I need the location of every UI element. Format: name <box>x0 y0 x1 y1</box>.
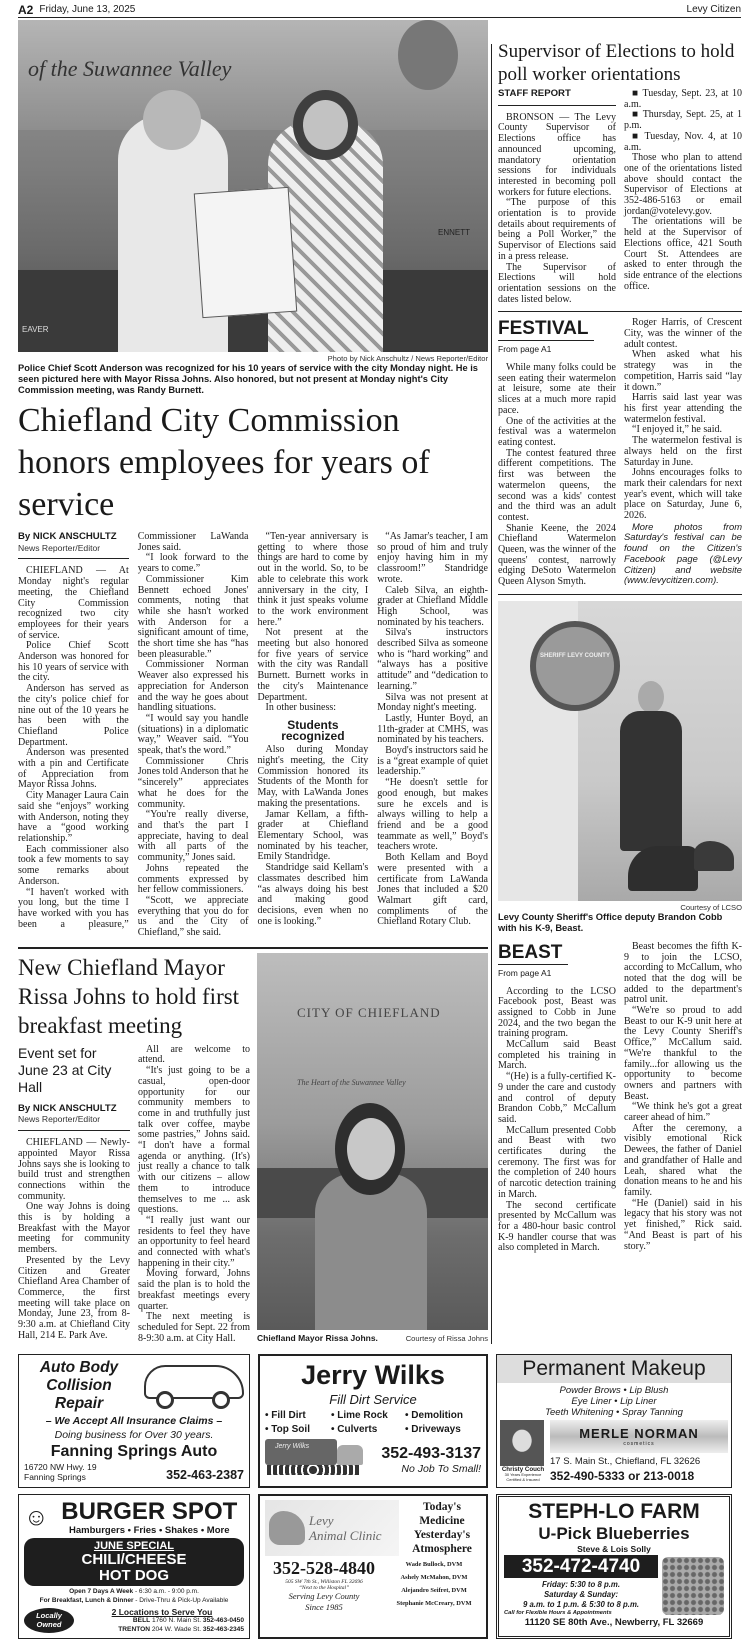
paragraph: Standridge said Kellam's classmates described him “as always doing his best and making good decisions, even when no one is looking.” <box>257 862 369 927</box>
author: By NICK ANSCHULTZ <box>18 531 117 542</box>
top-photo <box>18 20 488 352</box>
paragraph: “Scott, we appreciate everything that you do for us and the City of Chiefland,” she said. <box>137 894 249 939</box>
paragraph: Commissioner Norman Weaver also expressed his appreciation for Anderson and the way he goes about handling situations. <box>137 659 249 714</box>
mayor-photo <box>257 953 488 1331</box>
paragraph: “He (Daniel) said in his legacy that his story was not yet finished,” Rick said. “And Beast is part of his story.” <box>624 1197 742 1252</box>
article-headline: New Chiefland Mayor Rissa Johns to hold first breakfast meeting <box>18 954 240 1038</box>
doctor-list: Wade Bullock, DVM Ashely McMahon, DVM Alejandro Seifret, DVM Stephanie McCreary, DVM <box>396 1561 472 1607</box>
paragraph: Johns encourages folks to mark their calendars for next year's event, which will take place on Saturday, June 6, 2026. <box>624 467 742 522</box>
page-number: A2 <box>18 2 34 17</box>
paragraph: While many folks could be seen eating their watermelon at leisure, some ate their slices at a much more rapid pace. <box>498 362 616 416</box>
photo-caption: Police Chief Scott Anderson was recognized for his 10 years of service with the city Monday night. He is seen pictured here with Mayor Rissa Johns. Also honored, but not present at Monday night's City Commission meeting, was Randy Burnett. <box>18 363 478 395</box>
ad-years: Doing business for Over 30 years. <box>54 1429 214 1442</box>
ad-levy-animal-clinic[interactable] <box>258 1494 488 1639</box>
car-illustration <box>144 1359 244 1413</box>
page-header <box>18 2 741 18</box>
paragraph: Also during Monday night's meeting, the City Commission honored its Students of the Month for May, with LaWanda Jones making the presentations. <box>257 744 369 809</box>
article-body <box>498 942 742 1254</box>
clinic-logo: Levy Animal Clinic <box>265 1500 399 1556</box>
bullet-icon: ■ <box>632 109 643 121</box>
ad-permanent-makeup[interactable] <box>496 1354 732 1488</box>
paragraph: Roger Harris, of Crescent City, was the winner of the adult contest. <box>624 317 742 350</box>
paragraph: Johns repeated the comments expressed by her fellow commissioners. <box>137 862 249 896</box>
paragraph: “I would say you handle (situations) in a diplomatic way,” Weaver said. “You speak, that's the word.” <box>137 712 249 757</box>
ad-owners: Steve & Lois Solly <box>577 1544 651 1554</box>
ad-hours: Open 7 Days A Week - 6:30 a.m. - 9:00 p.m. For Breakfast, Lunch & Dinner - Drive-Thru & Pick-Up Available <box>39 1588 229 1604</box>
paragraph: City Manager Laura Cain said she “enjoys” working with Anderson, noting they have a “good working relationship.” <box>18 790 129 844</box>
byline <box>18 1104 130 1131</box>
paragraph: Lastly, Hunter Boyd, an 11th-grader at CMHS, was nominated by his teachers. <box>377 712 488 746</box>
paragraph: Anderson has served as the city's police chief for nine out of the 10 years he has been with the Chiefland Police Department. <box>18 683 129 748</box>
paragraph: Commissioner Kim Bennett echoed Jones' comments, noting that while she hasn't worked with Anderson for a significant amount of time, the short time she has “has been pleasurable.” <box>137 573 249 660</box>
divider <box>18 947 488 949</box>
nameplate: ENNETT <box>438 228 470 237</box>
ad-address: 11120 SE 80th Ave., Newberry, FL 32669 <box>524 1617 704 1628</box>
article-body <box>18 532 488 939</box>
bullet-icon: ■ <box>632 88 643 99</box>
ad-address: 16720 NW Hwy. 19 Fanning Springs <box>24 1462 97 1482</box>
article-body <box>498 89 742 305</box>
paragraph: Moving forward, Johns said the plan is to hold the breakfast meetings every quarter. <box>138 1268 250 1312</box>
paragraph: All are welcome to attend. <box>138 1043 250 1066</box>
paragraph: Silva was not present at Monday night's meeting. <box>377 691 488 714</box>
bullet-item <box>624 132 742 153</box>
paragraph: “Ten-year anniversary is getting to where those things are hard to come by out in the world. So, to be able to celebrate this work anniversary in the city, I think it just speaks volume to the work environment here.” <box>257 531 369 628</box>
sun-icon: ☺ <box>24 1503 49 1531</box>
ad-address: 17 S. Main St., Chiefland, FL 32626 <box>550 1455 701 1467</box>
locally-owned-badge: Locally Owned <box>24 1608 74 1633</box>
byline <box>18 532 129 559</box>
ad-phone: 352-493-3137 <box>381 1445 481 1463</box>
special-banner: JUNE SPECIAL CHILI/CHEESE HOT DOG <box>24 1538 244 1586</box>
paragraph: “We think he's got a great career ahead of him.” <box>624 1101 742 1124</box>
ad-business-name: BURGER SPOT <box>61 1498 238 1525</box>
ad-phone: 352-528-4840 <box>273 1558 375 1578</box>
christy-couch-photo <box>500 1420 544 1466</box>
paragraph: Not present at the meeting but also honored for five years of service with the city was Randall Burnett. Burnett works in the city's Maintenance Department. <box>257 627 369 703</box>
divider <box>498 311 742 312</box>
paragraph: The Supervisor of Elections will hold orientation sessions on the dates listed below. <box>498 261 616 305</box>
paragraph: “We're so proud to add Beast to our K-9 unit here at the Levy County Sheriff's Office,” McCallum said. “We're thankful to the family...for allowing us the opportunity to become owners and partners with Beast. <box>624 1005 742 1102</box>
paragraph: Both Kellam and Boyd were presented with a certificate from LaWanda Jones that included a $20 Walmart gift card, compliments of the Chiefland Rotary Club. <box>377 852 488 928</box>
person-credentials: 30 Years Experience Certified & Insured <box>504 1472 542 1483</box>
ad-jerry-wilks[interactable] <box>258 1354 488 1488</box>
byline <box>498 89 616 106</box>
k9-photo <box>498 601 742 901</box>
paragraph: Silva's instructors described Silva as someone who is “hard working” and “always has a positive attitude” and “dedication to learning.” <box>377 627 488 692</box>
photo-credit: Courtesy of LCSO <box>680 902 742 912</box>
bullet-text: Tuesday, Sept. 23, at 10 a.m. <box>624 88 743 110</box>
paragraph-list <box>498 942 742 1254</box>
paragraph: Jamar Kellam, a fifth-grader at Chiefland Elementary School, was nominated by his teacher, Emily Standridge. <box>257 808 369 863</box>
ad-business-name: Jerry Wilks <box>301 1360 445 1391</box>
ad-service: Fill Dirt Service <box>329 1392 417 1408</box>
paragraph: “It's just going to be a casual, open-door opportunity for our community members to come in and truthfully just talk over coffee, maybe some pastries,” Johns said. “I don't have a formal agenda or anything. (It's) just really a chance to talk with our citizens – allow them to introduce themselves to me ... ask questions. <box>138 1065 250 1216</box>
article-body <box>18 1045 250 1345</box>
italic-note: More photos from Saturday's festival can be found on the Citizen's Facebook page (@Levy Citizen) and website (www.levycitizen.com). <box>624 520 742 586</box>
paragraph: Boyd's instructors said he is a “great example of quiet leadership.” <box>377 745 488 778</box>
paragraph: “I really just want our residents to feel they have an opportunity to feel heard and connected with what's happening in their city.” <box>138 1214 250 1269</box>
paragraph: Those who plan to attend one of the orientations listed above should contact the Supervisor of Elections at 352-486-5163 or email jordan@votelevy.gov. <box>624 152 742 217</box>
paragraph: “He doesn't settle for good enough, but makes sure he excels and is always willing to help a friend and be a good teammate as well,” Boyd's teachers wrote. <box>377 777 488 853</box>
page-columns <box>18 20 742 1344</box>
ad-phone: 352-472-4740 <box>504 1555 658 1578</box>
jump-line: From page A1 <box>498 344 552 355</box>
paragraph: Shanie Keene, the 2024 Chiefland Watermelon Queen, was the winner of the queens' contest, narrowly edging DeSoto Watermelon Queen Alyson Smyth. <box>498 522 616 588</box>
bullet-text: Tuesday, Nov. 4, at 10 a.m. <box>624 130 742 153</box>
ad-title: Permanent Makeup <box>497 1355 731 1383</box>
ad-serving: Serving Levy County Since 1985 <box>288 1591 360 1612</box>
author: By NICK ANSCHULTZ <box>18 1102 117 1114</box>
paragraph: CHIEFLAND — At Monday night's regular meeting, the Chiefland City Commission recognized two city employees for their years of service. <box>18 565 129 641</box>
dump-truck-illustration: Jerry Wilks <box>265 1439 365 1475</box>
wall-sign-text: CITY OF CHIEFLAND <box>297 1004 441 1020</box>
left-column <box>18 20 488 1344</box>
paragraph: The second certificate presented by McCallum was for a 480-hour basic control K-9 handler course that was also completed in March. <box>498 1199 616 1254</box>
paragraph: The next meeting is scheduled for Sept. 22 from 8-9:30 a.m. at City Hall. <box>138 1311 250 1344</box>
paragraph: “You're really diverse, and that's the part I appreciate, having to deal with all parts of the community,” Jones said. <box>137 809 249 864</box>
ad-hours: Friday: 5:30 to 8 p.m. Saturday & Sunday: 9 a.m. to 1 p.m. & 5:30 to 8 p.m. <box>522 1580 640 1609</box>
ad-tagline: No Job To Small! <box>401 1463 481 1476</box>
article-headline: Chiefland City Commission honors employees for years of service <box>18 402 430 523</box>
issue-date: Friday, June 13, 2025 <box>39 4 136 15</box>
paragraph: “(He) is a fully-certified K-9 under the care and custody and control of deputy Brandon Cobb,” McCallum said. <box>498 1071 616 1125</box>
ad-title: Auto Body Collision Repair <box>39 1359 119 1413</box>
ad-business-name: Fanning Springs Auto <box>50 1443 218 1461</box>
wall-mural-text: of the Suwannee Valley <box>28 56 232 81</box>
right-column <box>498 20 742 1344</box>
paragraph: “I enjoyed it,” he said. <box>632 424 722 436</box>
ad-menu: Hamburgers • Fries • Shakes • More <box>69 1525 230 1536</box>
paragraph: “As Jamar's teacher, I am so proud of him and truly enjoy having him in my classroom!” Standridge wrote. <box>377 531 488 585</box>
ad-call-note: Call for Flexible Hours & Appointments <box>504 1610 612 1616</box>
article-headline: Supervisor of Elections to hold poll worker orientations <box>498 41 735 85</box>
ad-service-list: • Fill Dirt • Lime Rock • Demolition • Top Soil • Culverts • Driveways <box>265 1410 463 1436</box>
photo-caption: Chiefland Mayor Rissa Johns. <box>257 1333 378 1344</box>
ad-business-name: STEPH-LO FARM <box>528 1500 700 1523</box>
article-deck: Event set for June 23 at City Hall <box>18 1044 112 1095</box>
publication-name: Levy Citizen <box>686 4 741 15</box>
paragraph: Beast becomes the fifth K-9 to join the LCSO, according to McCallum, who noted that the dog will be added to the department's patrol unit. <box>624 940 742 1006</box>
paragraph: BRONSON — The Levy County Supervisor of Elections office has announced upcoming, mandatory orientation sessions for individuals interested in becoming poll workers for future elections. <box>498 111 616 198</box>
column-divider <box>491 44 492 1344</box>
paragraph: CHIEFLAND — Newly-appointed Mayor Rissa Johns says she is looking to build trust and strengthen connections within the community. <box>18 1137 130 1202</box>
paragraph: According to the LCSO Facebook post, Beast was assigned to Cobb in June 2024, and the two began the training program. <box>498 985 616 1040</box>
person-name: Christy Couch <box>501 1466 545 1474</box>
photo-caption: Levy County Sheriff's Office deputy Brandon Cobb with his K-9, Beast. <box>498 911 723 933</box>
wall-sign-subtext: The Heart of the Suwannee Valley <box>297 1077 406 1087</box>
article-body <box>498 318 742 587</box>
paragraph: Police Chief Scott Anderson was honored for his 10 years of service with the city. <box>18 640 129 684</box>
author: STAFF REPORT <box>498 88 571 99</box>
sheriff-badge-text: SHERIFF LEVY COUNTY <box>540 652 610 659</box>
author-role: News Reporter/Editor <box>18 542 101 553</box>
paragraph: Each commissioner also took a few moments to say some remarks about Anderson. <box>18 843 129 887</box>
photo-credit: Courtesy of Rissa Johns <box>405 1334 488 1344</box>
bullet-text: Thursday, Sept. 25, at 1 p.m. <box>624 109 742 132</box>
paragraph: “I look forward to the years to come.” <box>137 552 249 575</box>
jump-line: From page A1 <box>498 967 552 978</box>
paragraph: In other business: <box>265 702 337 714</box>
bullet-item <box>624 110 742 131</box>
ad-burger-spot[interactable] <box>18 1494 250 1639</box>
paragraph: “I haven't worked with you long, but the time I have worked with you has been a pleasure,” Commissioner LaWanda Jones said. <box>18 531 249 930</box>
subheading: Students recognized <box>281 717 345 743</box>
nameplate: EAVER <box>22 325 49 334</box>
paragraph: Presented by the Levy Citizen and Greater Chiefland Area Chamber of Commerce, the first meeting will take place on Monday, June 23, from 8-9:30 a.m. at Chiefland City Hall, 214 E. Park Ave. <box>18 1254 130 1341</box>
ad-subtitle: U-Pick Blueberries <box>538 1524 690 1543</box>
blueberries-illustration <box>662 1557 724 1615</box>
paragraph: The watermelon festival is always held on the first Saturday in June. <box>624 435 742 468</box>
paragraph: McCallum said Beast completed his training in March. <box>498 1039 616 1072</box>
ad-note: “Next to the Hospital” <box>298 1585 350 1591</box>
paragraph: The contest featured three different competitions. The first was between the watermelon queens, the second was a kids' contest and the third was an adult contest. <box>498 447 616 523</box>
author-role: News Reporter/Editor <box>18 1114 101 1125</box>
paragraph-list <box>498 318 742 587</box>
paragraph-list <box>498 89 742 305</box>
clinic-slogan: Today's Medicine Yesterday's Atmosphere <box>412 1501 472 1555</box>
paragraph: Commissioner Chris Jones told Anderson that he “sincerely” appreciates what he does for the community. <box>137 755 249 810</box>
paragraph: McCallum presented Cobb and Beast with two certificates during the ceremony. The first was for the completion of 240 hours of narcotic detection training in March. <box>498 1124 616 1200</box>
photo-credit: Photo by Nick Anschultz / News Reporter/Editor <box>327 354 488 363</box>
ad-claims: – We Accept All Insurance Claims – <box>45 1415 223 1428</box>
bullet-icon: ■ <box>632 130 645 142</box>
paragraph: One way Johns is doing this is by holding a Breakfast with the Mayor meeting for community members. <box>18 1201 130 1256</box>
divider <box>498 594 742 595</box>
paragraph: “The purpose of this orientation is to provide details about requirements of being a Poll Worker,” the Supervisor of Elections said in a press release. <box>498 197 616 262</box>
paragraph: Anderson was presented with a pin and Certificate of Appreciation from Mayor Rissa Johns. <box>18 747 129 791</box>
bullet-item <box>624 89 742 110</box>
paragraph: When asked what his strategy was in the competition, Harris said “lay it down.” <box>624 349 742 393</box>
paragraph-list <box>18 532 488 939</box>
ad-steph-lo-farm[interactable] <box>496 1494 732 1639</box>
brand-logo: MERLE NORMAN cosmetics <box>550 1420 728 1453</box>
mayor-section <box>18 953 488 1345</box>
paragraph: One of the activities at the festival was a watermelon eating contest. <box>498 415 616 448</box>
ad-auto-body[interactable] <box>18 1354 250 1488</box>
paragraph: The orientations will be held at the Supervisor of Elections office, 421 South Court St. Attendees are asked to enter through the side entrance of the elections office. <box>624 216 742 292</box>
article-kicker: BEAST <box>498 942 568 965</box>
ad-locations: 2 Locations to Serve You BELL 1760 N. Main St. 352-463-0450 TRENTON 204 W. Wade St. 352-463-2345 <box>111 1607 244 1633</box>
ad-phone: 352-490-5333 or 213-0018 <box>550 1469 695 1483</box>
ad-address: 505 SW 7th St., Williston FL 32696 <box>285 1579 363 1585</box>
paragraph: Harris said last year was his first year attending the watermelon festival. <box>624 392 742 425</box>
article-kicker: FESTIVAL <box>498 318 594 341</box>
paragraph: Caleb Silva, an eighth-grader at Chiefland Middle High School, was nominated by his teachers. <box>377 584 488 628</box>
ad-phone: 352-463-2387 <box>166 1468 244 1483</box>
ad-services: Powder Brows • Lip Blush Eye Liner • Lip Liner Teeth Whitening • Spray Tanning <box>545 1385 683 1419</box>
paragraph: After the ceremony, a visibly emotional Rick Dewees, the father of Daniel and grandfather of Halle and Leah, shared what the donation means to he and his family. <box>624 1122 742 1198</box>
ads-section <box>18 1354 748 1639</box>
